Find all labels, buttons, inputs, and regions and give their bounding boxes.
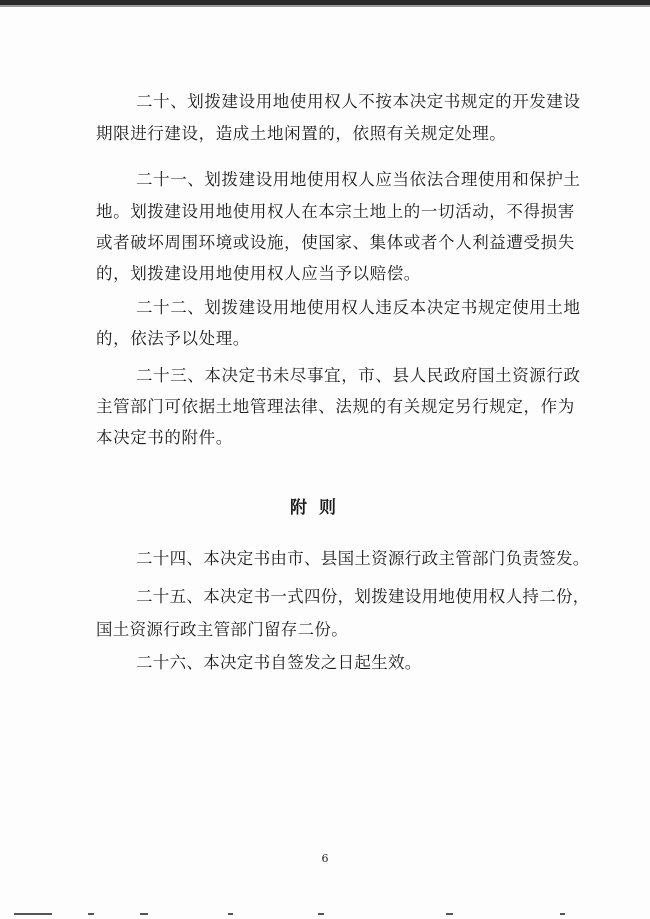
article-21-line-3: 或者破坏周围环境或设施，使国家、集体或者个人利益遭受损失 (96, 233, 575, 252)
article-21-line-1: 二十一、划拨建设用地使用权人应当依法合理使用和保护土 (136, 170, 581, 189)
article-23-line-1: 二十三、本决定书未尽事宜，市、县人民政府国土资源行政 (136, 366, 581, 385)
article-23-line-3: 本决定书的附件。 (96, 428, 233, 447)
article-21-line-2: 地。划拨建设用地使用权人在本宗土地上的一切活动，不得损害 (96, 202, 575, 221)
page-number: 6 (321, 852, 329, 865)
article-26-line-1: 二十六、本决定书自签发之日起生效。 (136, 653, 422, 672)
article-25-line-1: 二十五、本决定书一式四份，划拨建设用地使用权人持二份， (136, 587, 590, 606)
article-20-line-1: 二十、划拨建设用地使用权人不按本决定书规定的开发建设 (136, 92, 581, 111)
article-23-line-2: 主管部门可依据土地管理法律、法规的有关规定另行规定，作为 (96, 397, 575, 416)
scan-bottom-marks (0, 909, 650, 919)
article-22-line-1: 二十二、划拨建设用地使用权人违反本决定书规定使用土地 (136, 298, 581, 317)
article-20-line-2: 期限进行建设，造成土地闲置的，依照有关规定处理。 (96, 124, 507, 143)
article-24-line-1: 二十四、本决定书由市、县国土资源行政主管部门负责签发。 (136, 549, 590, 568)
article-25-line-2: 国土资源行政主管部门留存二份。 (96, 620, 348, 639)
section-heading: 附则 (290, 498, 348, 518)
scan-top-border-shadow (0, 5, 650, 7)
article-22-line-2: 的，依法予以处理。 (96, 329, 250, 348)
article-21-line-4: 的，划拨建设用地使用权人应当予以赔偿。 (96, 264, 421, 283)
